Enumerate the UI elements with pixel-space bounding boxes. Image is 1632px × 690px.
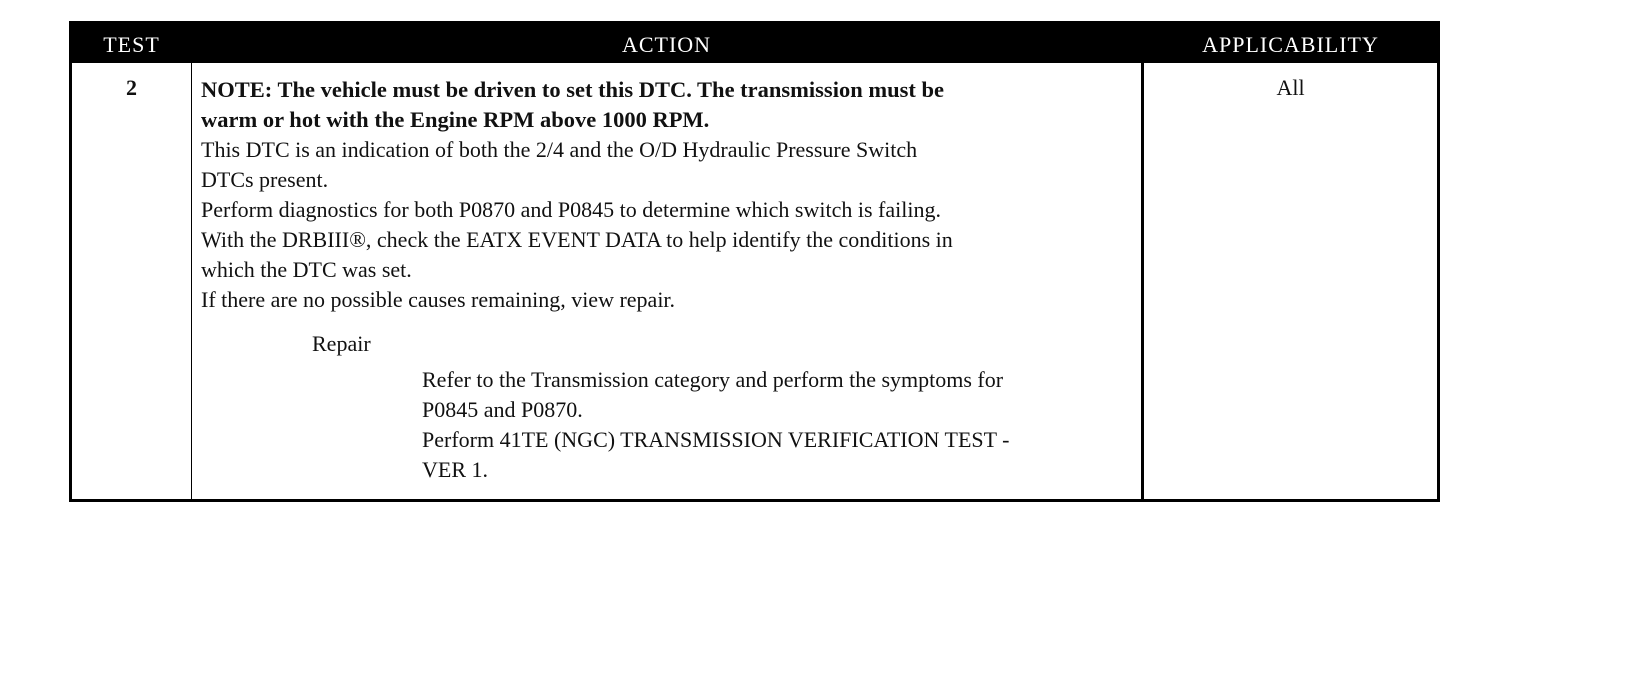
event-data-instruction	[201, 225, 1141, 285]
repair-steps	[201, 365, 1141, 485]
diagnostic-table	[69, 21, 1440, 502]
applicability-value: All	[1276, 75, 1305, 100]
repair-line: Refer to the Transmission category and perform the symptoms for	[422, 367, 1004, 392]
diagnostics-instruction: Perform diagnostics for both P0870 and P0845 to determine which switch is failing.	[201, 197, 941, 222]
dtc-description	[201, 135, 1141, 195]
note-line: warm or hot with the Engine RPM above 1000 RPM.	[201, 107, 710, 132]
repair-label: Repair	[312, 331, 371, 356]
action-cell	[192, 63, 1141, 499]
event-data-line: which the DTC was set.	[201, 257, 412, 282]
repair-line: P0845 and P0870.	[422, 397, 583, 422]
note-text	[201, 75, 1141, 135]
repair-line: Perform 41TE (NGC) TRANSMISSION VERIFICATION TEST -	[422, 427, 1010, 452]
header-action: ACTION	[192, 24, 1141, 63]
test-number: 2	[126, 75, 137, 100]
description-line: DTCs present.	[201, 167, 329, 192]
repair-line: VER 1.	[422, 457, 488, 482]
note-line: NOTE: The vehicle must be driven to set this DTC. The transmission must be	[201, 77, 944, 102]
header-applicability: APPLICABILITY	[1144, 24, 1437, 63]
view-repair-instruction: If there are no possible causes remaining, view repair.	[201, 287, 676, 312]
event-data-line: With the DRBIII®, check the EATX EVENT DATA to help identify the conditions in	[201, 227, 953, 252]
header-test: TEST	[72, 24, 191, 63]
description-line: This DTC is an indication of both the 2/4 and the O/D Hydraulic Pressure Switch	[201, 137, 918, 162]
